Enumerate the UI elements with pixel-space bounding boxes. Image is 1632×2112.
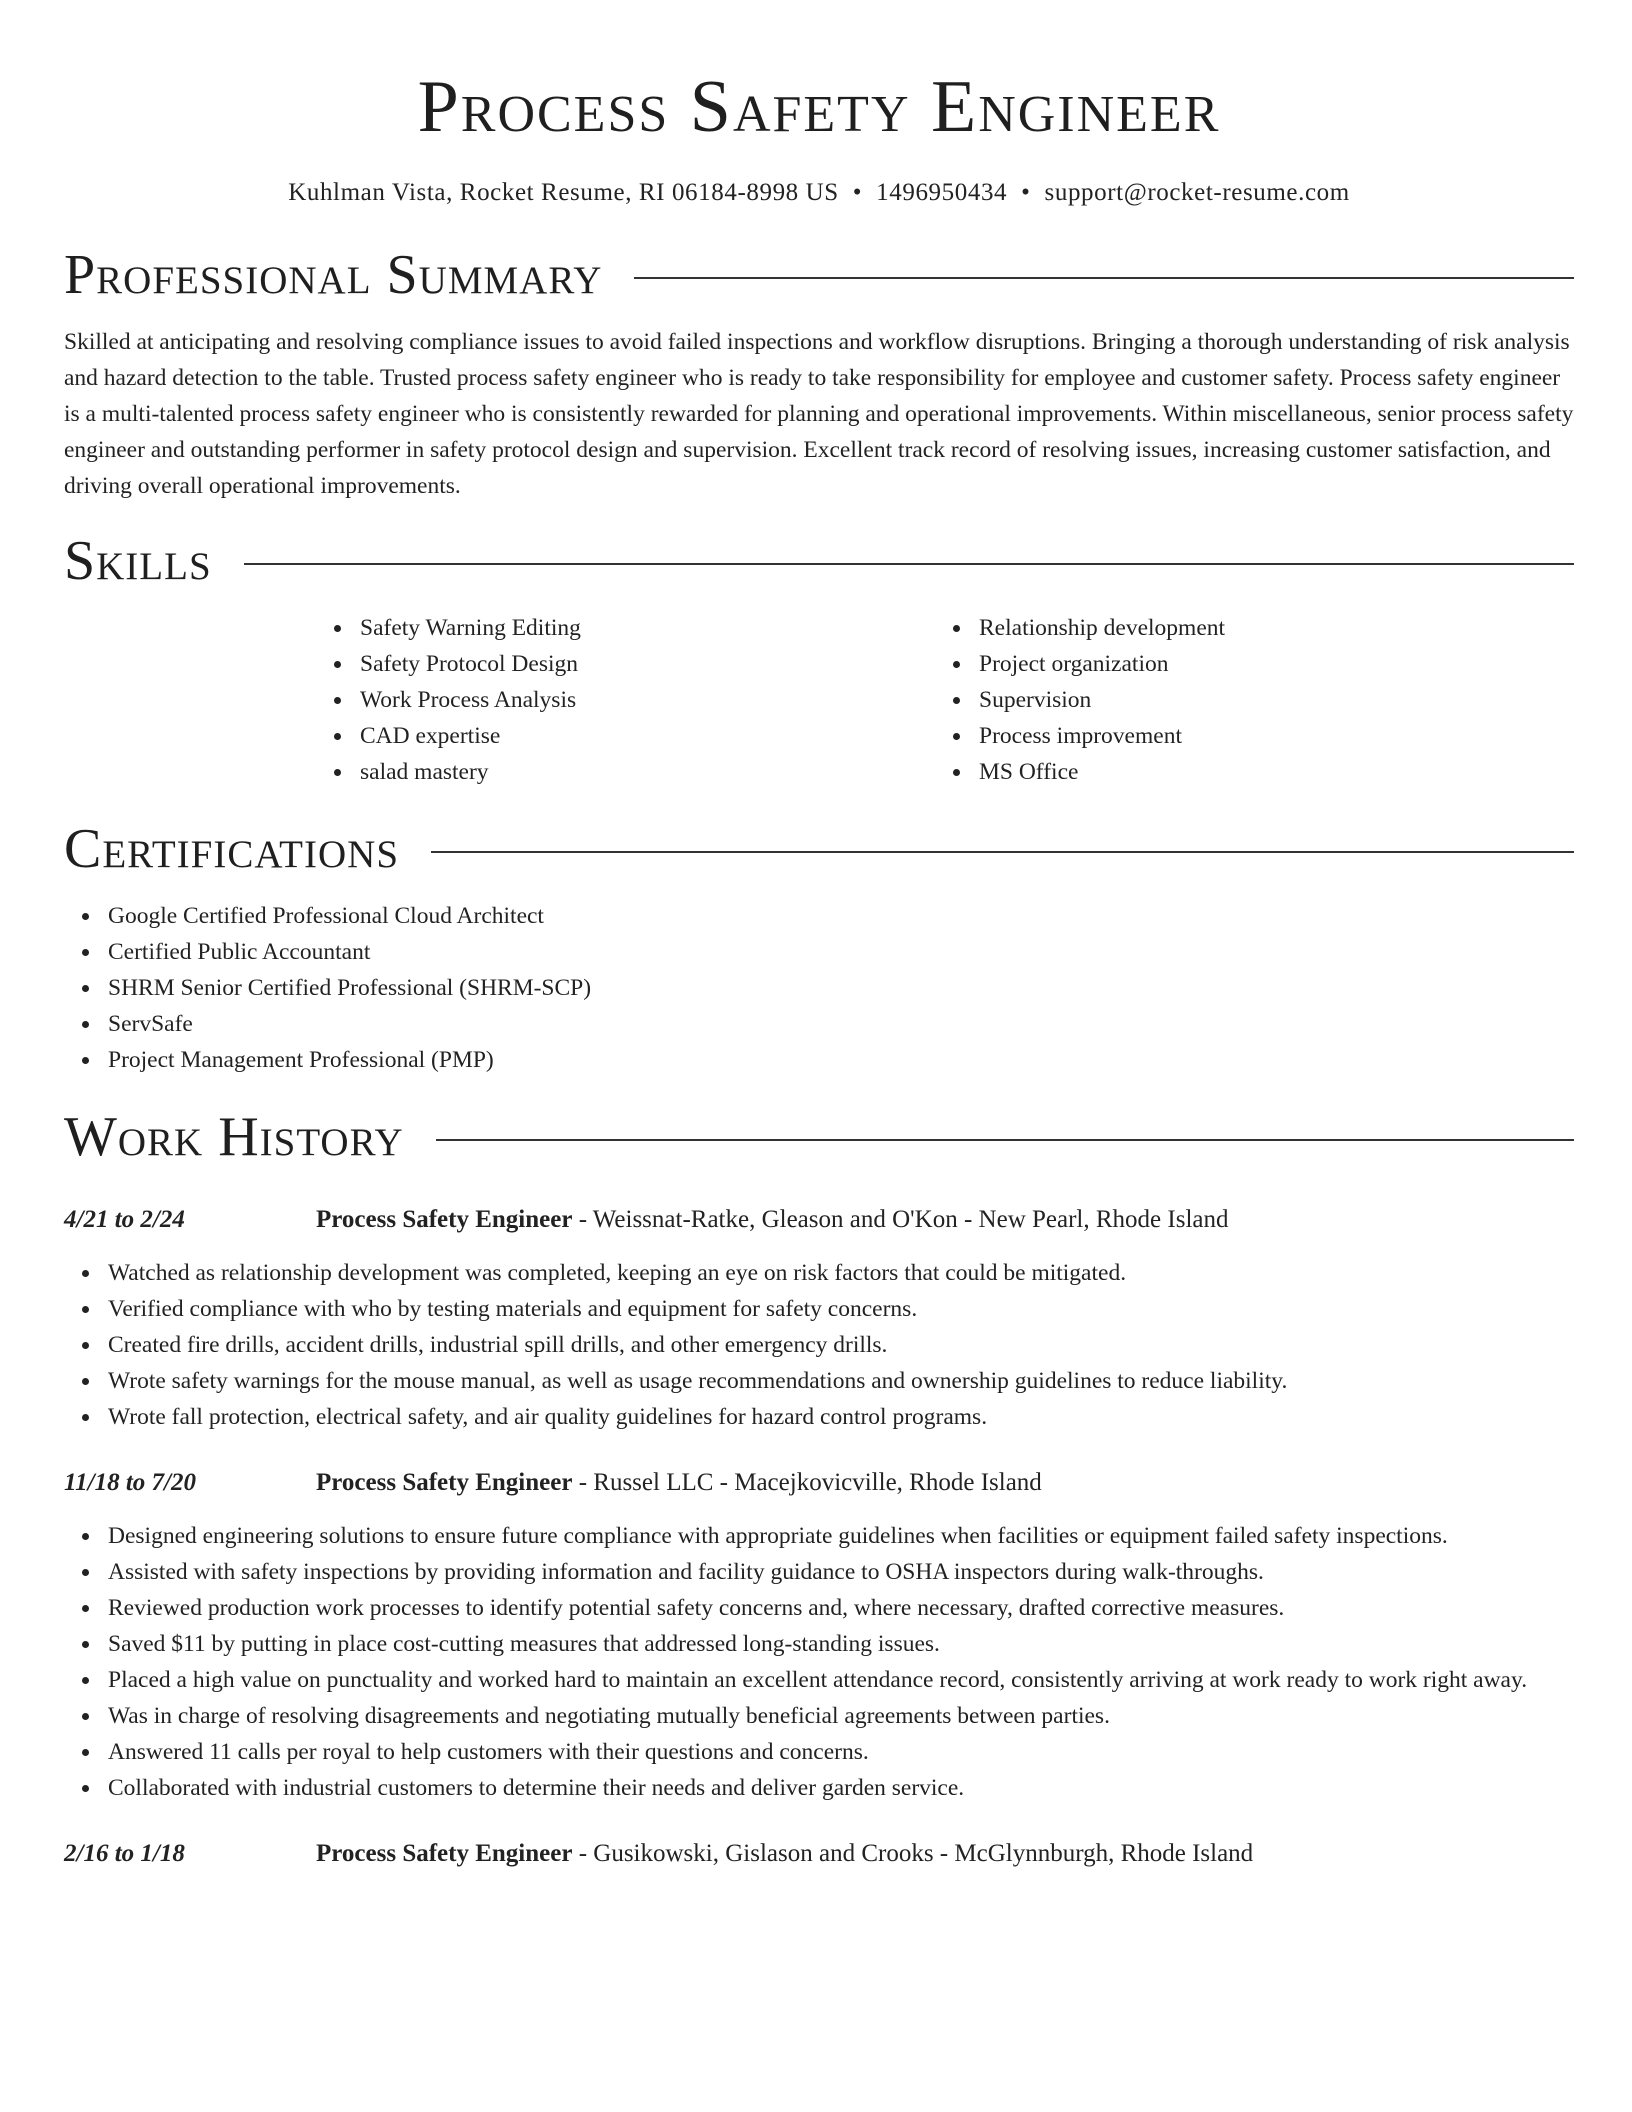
contact-phone: 1496950434 [876, 179, 1008, 206]
list-item: Designed engineering solutions to ensure future compliance with appropriate guidelines when facilities or equipment failed safety inspections. [64, 1518, 1574, 1554]
contact-separator: • [852, 179, 863, 206]
section-header-summary [64, 240, 1574, 310]
job-bullets [64, 1518, 1574, 1806]
job-entry [64, 1836, 1574, 1872]
skills-column-left [316, 610, 935, 790]
job-bullets [64, 1255, 1574, 1435]
list-item: ServSafe [64, 1006, 1574, 1042]
list-item: Placed a high value on punctuality and worked hard to maintain an excellent attendance record, consistently arriving at work ready to work right away. [64, 1662, 1574, 1698]
contact-email: support@rocket-resume.com [1044, 179, 1350, 206]
job-title: Process Safety Engineer [316, 1469, 573, 1496]
job-dates: 11/18 to 7/20 [64, 1469, 196, 1496]
list-item: Verified compliance with who by testing materials and equipment for safety concerns. [64, 1291, 1574, 1327]
list-item: Assisted with safety inspections by providing information and facility guidance to OSHA inspectors during walk-throughs. [64, 1554, 1574, 1590]
list-item: Reviewed production work processes to identify potential safety concerns and, where necessary, drafted corrective measures. [64, 1590, 1574, 1626]
list-item: Wrote safety warnings for the mouse manual, as well as usage recommendations and ownership guidelines to reduce liability. [64, 1363, 1574, 1399]
list-item: Work Process Analysis [316, 682, 935, 718]
job-entry [64, 1202, 1574, 1435]
list-item: Process improvement [935, 718, 1554, 754]
certifications-list [64, 898, 1574, 1078]
section-title: Work History [64, 1106, 404, 1168]
list-item: Project Management Professional (PMP) [64, 1042, 1574, 1078]
section-title: Certifications [64, 818, 400, 880]
job-header [64, 1836, 1574, 1872]
section-divider [436, 1139, 1574, 1141]
list-item: Certified Public Accountant [64, 934, 1574, 970]
job-dates: 2/16 to 1/18 [64, 1840, 185, 1867]
list-item: Safety Protocol Design [316, 646, 935, 682]
section-header-certifications [64, 814, 1574, 884]
list-item: Watched as relationship development was completed, keeping an eye on risk factors that could be mitigated. [64, 1255, 1574, 1291]
skills-column-right [935, 610, 1554, 790]
contact-address: Kuhlman Vista, Rocket Resume, RI 06184-8998 US [288, 179, 839, 206]
section-title: Skills [64, 530, 212, 592]
section-divider [634, 277, 1574, 279]
list-item: Safety Warning Editing [316, 610, 935, 646]
skills-list [316, 610, 1574, 790]
list-item: SHRM Senior Certified Professional (SHRM-SCP) [64, 970, 1574, 1006]
contact-line [64, 176, 1574, 210]
resume-page [64, 0, 1574, 1872]
list-item: Saved $11 by putting in place cost-cutting measures that addressed long-standing issues. [64, 1626, 1574, 1662]
job-dates: 4/21 to 2/24 [64, 1206, 185, 1233]
resume-name: Process Safety Engineer [417, 66, 1221, 148]
job-title: Process Safety Engineer [316, 1840, 573, 1867]
job-description [316, 1465, 1042, 1501]
list-item: Answered 11 calls per royal to help customers with their questions and concerns. [64, 1734, 1574, 1770]
list-item: Created fire drills, accident drills, industrial spill drills, and other emergency drills. [64, 1327, 1574, 1363]
list-item: CAD expertise [316, 718, 935, 754]
job-employer-location: - Russel LLC - Macejkovicville, Rhode Island [572, 1469, 1042, 1496]
section-title: Professional Summary [64, 244, 603, 306]
list-item: Collaborated with industrial customers to determine their needs and deliver garden service. [64, 1770, 1574, 1806]
job-description [316, 1202, 1228, 1238]
job-title: Process Safety Engineer [316, 1206, 573, 1233]
job-employer-location: - Weissnat-Ratke, Gleason and O'Kon - New Pearl, Rhode Island [572, 1206, 1229, 1233]
job-header [64, 1465, 1574, 1501]
section-header-work-history [64, 1102, 1574, 1172]
job-header [64, 1202, 1574, 1238]
section-divider [431, 851, 1574, 853]
job-entry [64, 1465, 1574, 1806]
section-divider [244, 563, 1574, 565]
list-item: Google Certified Professional Cloud Architect [64, 898, 1574, 934]
section-header-skills [64, 526, 1574, 596]
list-item: MS Office [935, 754, 1554, 790]
work-history-list [64, 1202, 1574, 1872]
list-item: Relationship development [935, 610, 1554, 646]
job-employer-location: - Gusikowski, Gislason and Crooks - McGlynnburgh, Rhode Island [572, 1840, 1254, 1867]
contact-separator: • [1021, 179, 1031, 206]
summary-text: Skilled at anticipating and resolving compliance issues to avoid failed inspections and workflow disruptions. Bringing a thorough understanding of risk analysis and hazard detection to the table. Trusted process safety engineer who is ready to take responsibility for employee and customer safety. Process safety engineer is a multi-talented process safety engineer who is consistently rewarded for planning and operational improvements. Within miscellaneous, senior process safety engineer and outstanding performer in safety protocol design and supervision. Excellent track record of resolving issues, increasing customer satisfaction, and driving overall operational improvements. [64, 329, 1574, 499]
job-description [316, 1836, 1253, 1872]
list-item: Supervision [935, 682, 1554, 718]
list-item: Was in charge of resolving disagreements and negotiating mutually beneficial agreements between parties. [64, 1698, 1574, 1734]
list-item: salad mastery [316, 754, 935, 790]
list-item: Project organization [935, 646, 1554, 682]
list-item: Wrote fall protection, electrical safety, and air quality guidelines for hazard control programs. [64, 1399, 1574, 1435]
